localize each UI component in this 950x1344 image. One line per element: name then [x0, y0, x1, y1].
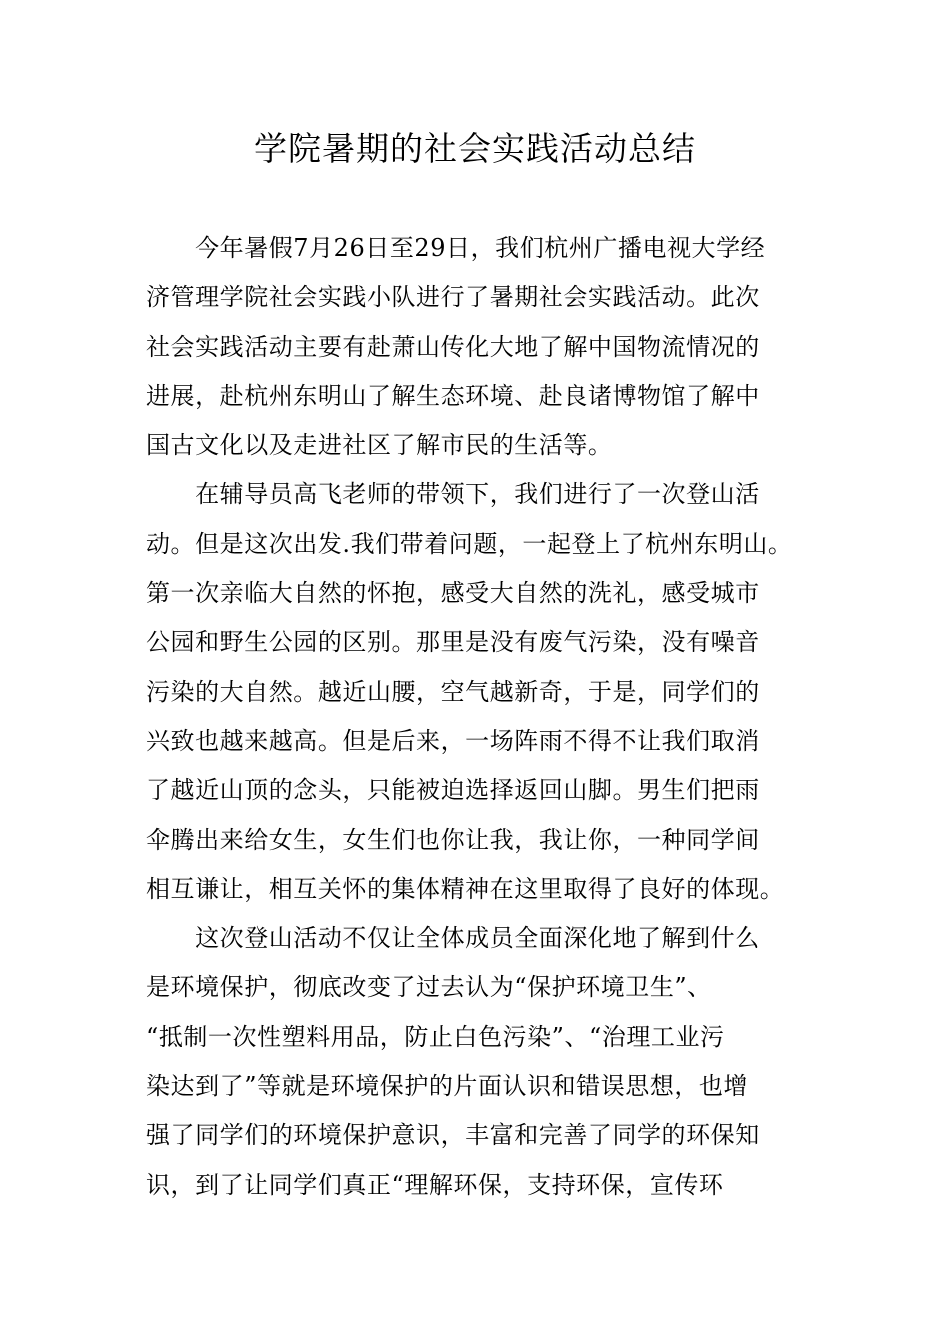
body-line: 强了同学们的环境保护意识，丰富和完善了同学的环保知 [146, 1121, 760, 1150]
body-line: 伞腾出来给女生，女生们也你让我，我让你，一种同学间 [146, 825, 760, 854]
body-line: 今年暑假7月26日至29日，我们杭州广播电视大学经 [146, 234, 766, 262]
body-line: 相互谦让，相互关怀的集体精神在这里取得了良好的体现。 [146, 874, 785, 903]
body-line: 污染的大自然。越近山腰，空气越新奇，于是，同学们的 [146, 677, 760, 706]
body-line: 动。但是这次出发.我们带着问题，一起登上了杭州东明山。 [146, 529, 793, 558]
body-line: 社会实践活动主要有赴萧山传化大地了解中国物流情况的 [146, 332, 760, 361]
body-line: 识，到了让同学们真正“理解环保，支持环保，宣传环 [146, 1170, 724, 1199]
body-line: 第一次亲临大自然的怀抱，感受大自然的洗礼，感受城市 [146, 579, 760, 608]
document-body [146, 224, 816, 1210]
body-line: 在辅导员高飞老师的带领下，我们进行了一次登山活 [146, 480, 760, 509]
body-line: 进展，赴杭州东明山了解生态环境、赴良诸博物馆了解中 [146, 381, 760, 410]
body-line: 国古文化以及走进社区了解市民的生活等。 [146, 431, 613, 460]
document-title: 学院暑期的社会实践活动总结 [254, 129, 696, 168]
body-line: 是环境保护，彻底改变了过去认为“保护环境卫生”、 [146, 973, 712, 1002]
body-line: 染达到了”等就是环境保护的片面认识和错误思想，也增 [146, 1072, 749, 1101]
body-line: 兴致也越来越高。但是后来，一场阵雨不得不让我们取消 [146, 726, 760, 755]
body-line: 公园和野生公园的区别。那里是没有废气污染，没有噪音 [146, 628, 760, 657]
body-line: “抵制一次性塑料用品，防止白色污染”、“治理工业污 [146, 1022, 725, 1051]
body-line: 了越近山顶的念头，只能被迫选择返回山脚。男生们把雨 [146, 776, 760, 805]
body-line: 这次登山活动不仅让全体成员全面深化地了解到什么 [146, 924, 760, 953]
body-line: 济管理学院社会实践小队进行了暑期社会实践活动。此次 [146, 283, 760, 312]
